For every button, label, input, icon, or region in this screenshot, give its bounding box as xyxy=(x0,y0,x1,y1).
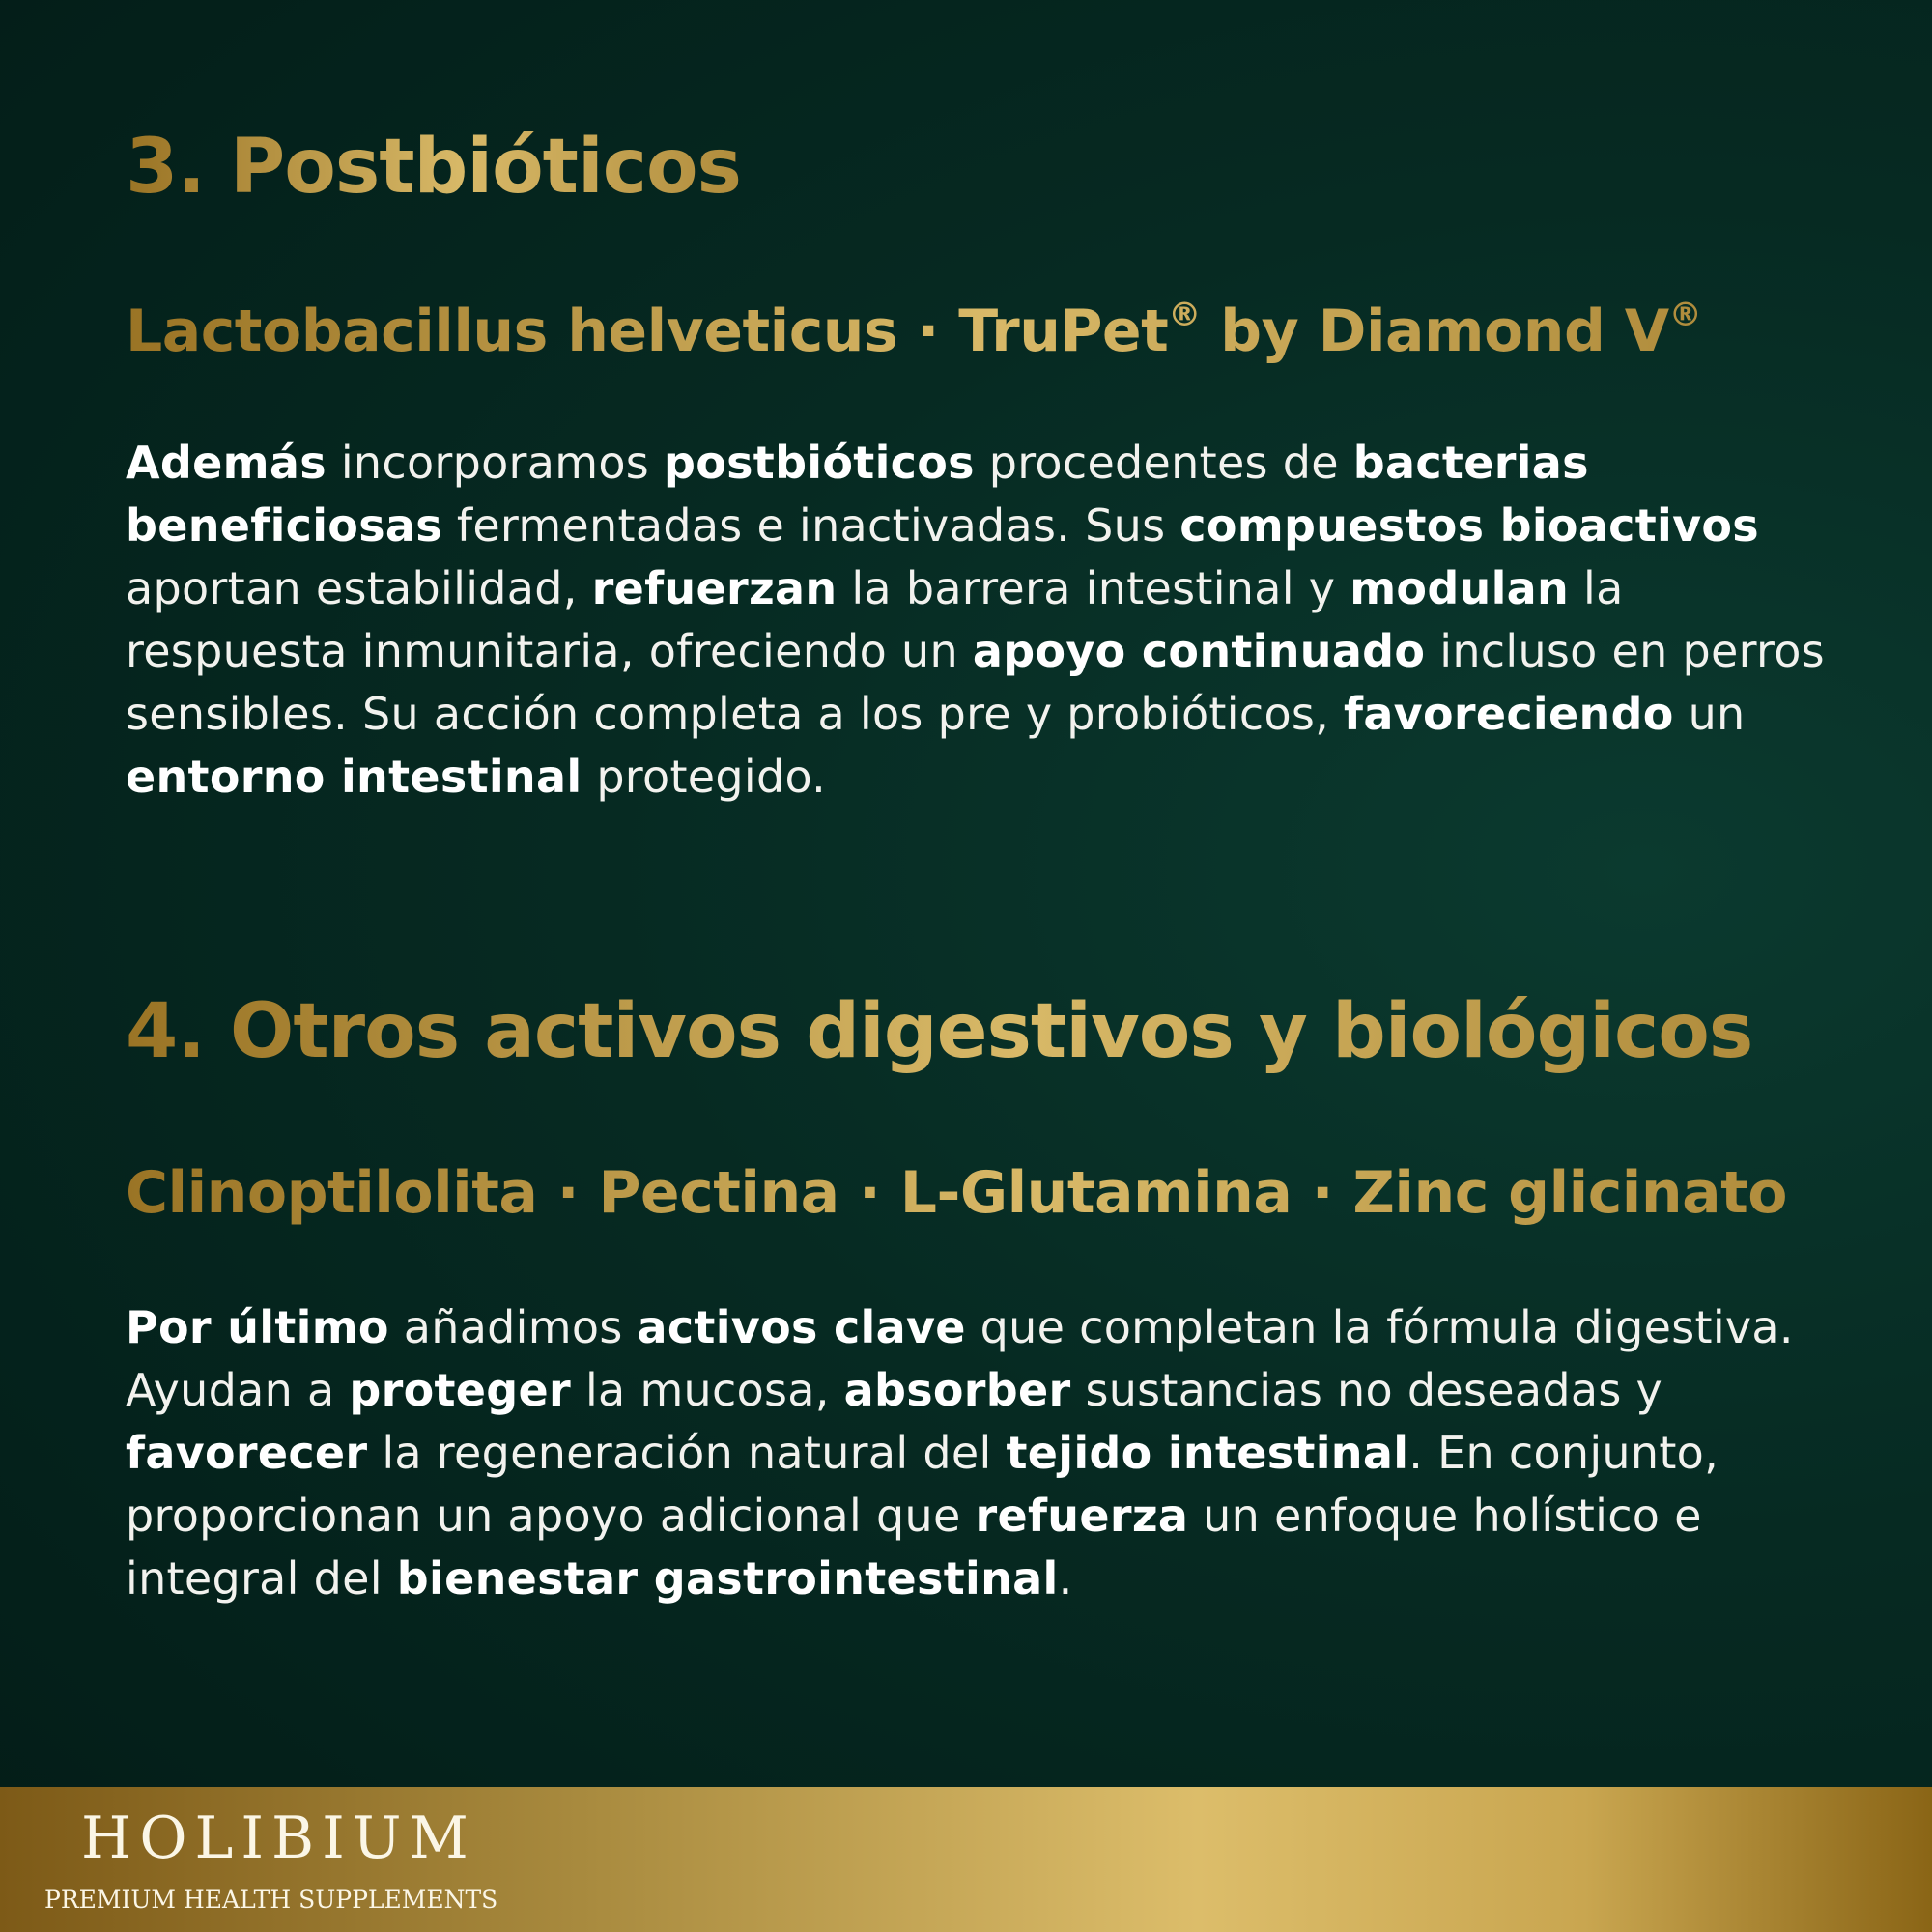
body-text: un enfoque holístico e integral del xyxy=(126,1490,1702,1605)
body-text: incorporamos xyxy=(326,437,664,489)
emphasis-text: modulan xyxy=(1350,562,1570,614)
body-text: . En conjunto, proporcionan un apoyo adicional que xyxy=(126,1427,1719,1542)
registered-mark: ® xyxy=(1668,296,1702,334)
body-text: . xyxy=(1058,1552,1073,1605)
emphasis-text: refuerza xyxy=(975,1490,1189,1542)
emphasis-text: compuestos bioactivos xyxy=(1179,499,1759,552)
body-text: la barrera intestinal y xyxy=(837,562,1350,614)
body-text: la respuesta inmunitaria, ofreciendo un xyxy=(126,562,1624,677)
emphasis-text: bienestar gastrointestinal xyxy=(396,1552,1059,1605)
body-text: la mucosa, xyxy=(571,1364,844,1416)
subtitle-text-by: by Diamond V xyxy=(1200,298,1669,365)
body-text: sustancias no deseadas y xyxy=(1070,1364,1663,1416)
emphasis-text: apoyo continuado xyxy=(972,625,1426,677)
section-3-paragraph xyxy=(126,432,1826,809)
emphasis-text: Por último xyxy=(126,1301,389,1353)
registered-mark: ® xyxy=(1168,296,1201,334)
emphasis-text: entorno intestinal xyxy=(126,751,582,803)
emphasis-text: proteger xyxy=(349,1364,572,1416)
emphasis-text: Además xyxy=(126,437,327,489)
body-text: incluso en perros sensibles. Su acción completa a los pre y probióticos, xyxy=(126,625,1825,740)
brand-tagline: PREMIUM HEALTH SUPPLEMENTS xyxy=(44,1886,498,1914)
emphasis-text: postbióticos xyxy=(663,437,975,489)
section-4-subtitle: Clinoptilolita · Pectina · L-Glutamina · Zinc glicinato xyxy=(126,1159,1787,1227)
section-3-subtitle xyxy=(126,296,1701,365)
emphasis-text: absorber xyxy=(843,1364,1071,1416)
section-4-title: 4. Otros activos digestivos y biológicos xyxy=(126,988,1753,1075)
section-3-title: 3. Postbióticos xyxy=(126,124,741,211)
footer-banner xyxy=(0,1787,1932,1932)
brand-logo: HOLIBIUM xyxy=(81,1804,476,1872)
emphasis-text: tejido intestinal xyxy=(1006,1427,1409,1479)
emphasis-text: favorecer xyxy=(126,1427,368,1479)
emphasis-text: refuerzan xyxy=(591,562,838,614)
body-text: la regeneración natural del xyxy=(367,1427,1007,1479)
body-text: un xyxy=(1673,688,1746,740)
body-text: que completan la fórmula digestiva. Ayudan a xyxy=(126,1301,1794,1416)
body-text: añadimos xyxy=(388,1301,638,1353)
emphasis-text: activos clave xyxy=(637,1301,966,1353)
body-text: procedentes de xyxy=(974,437,1353,489)
emphasis-text: favoreciendo xyxy=(1344,688,1674,740)
body-text: protegido. xyxy=(582,751,827,803)
body-text: aportan estabilidad, xyxy=(126,562,592,614)
emphasis-text: bacterias beneficiosas xyxy=(126,437,1589,552)
section-4-paragraph xyxy=(126,1296,1826,1610)
body-text: fermentadas e inactivadas. Sus xyxy=(441,499,1180,552)
subtitle-text: Lactobacillus helveticus · TruPet xyxy=(126,298,1169,365)
